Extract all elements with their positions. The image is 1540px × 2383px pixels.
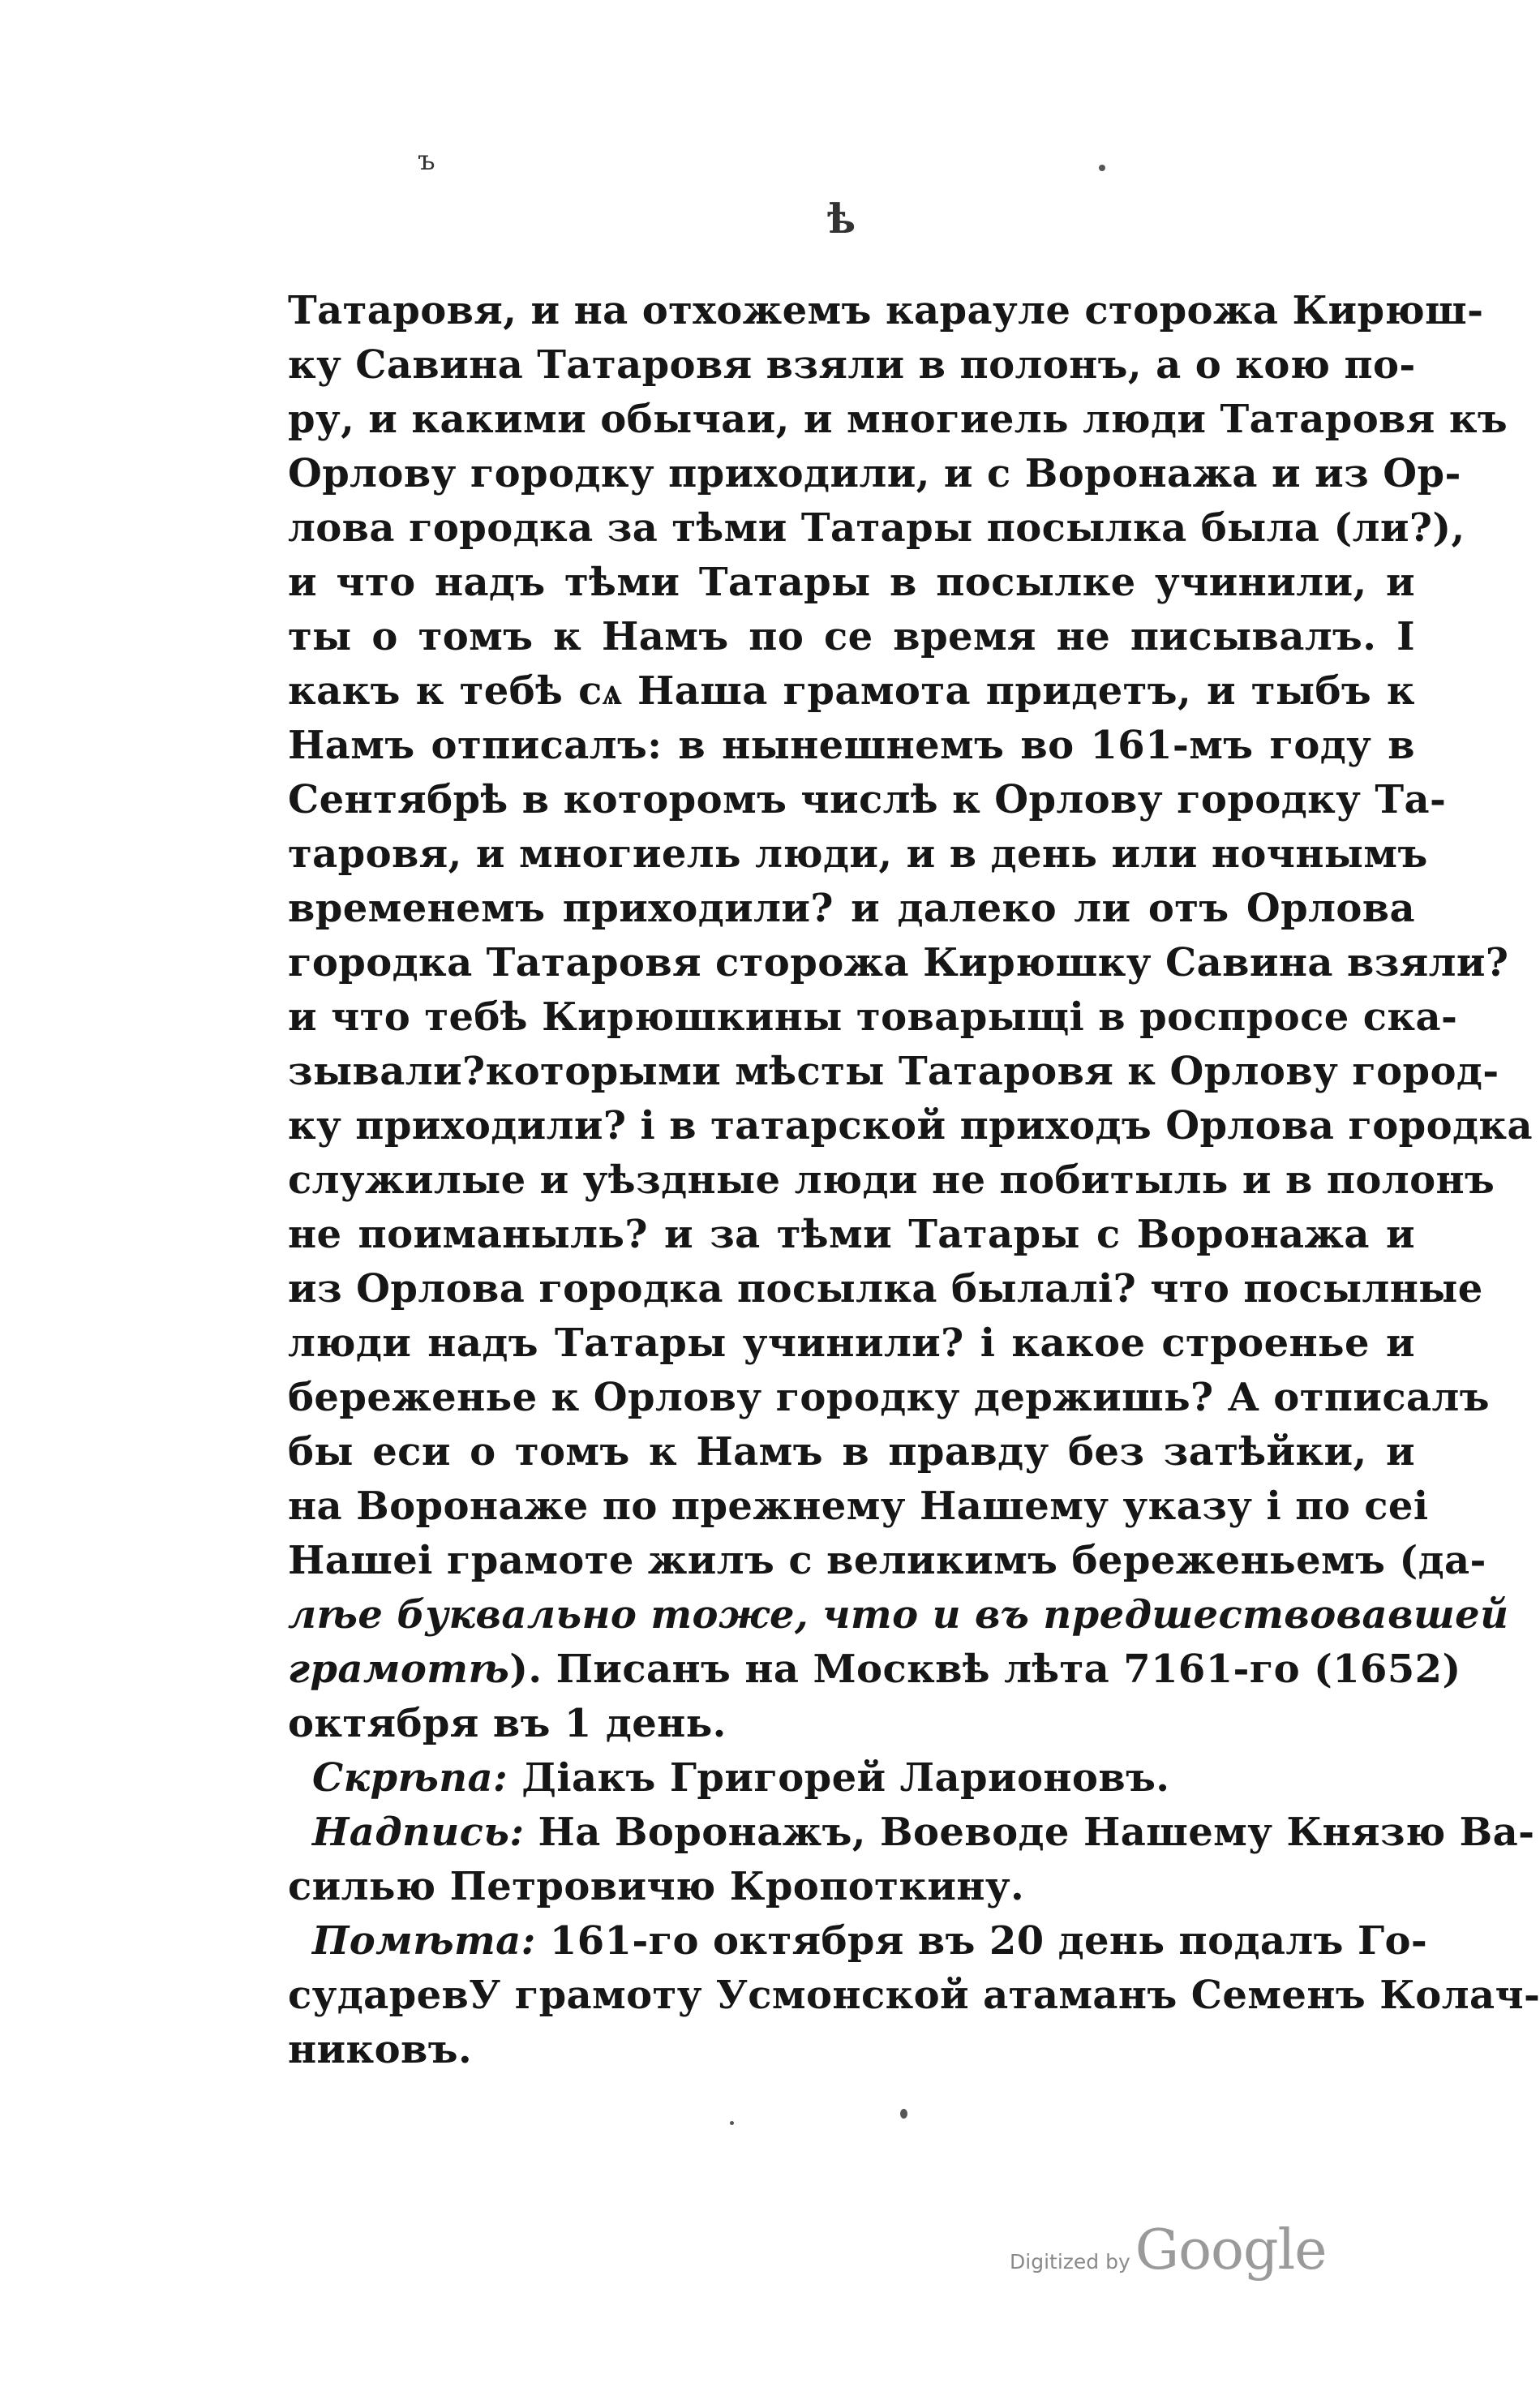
text-line: Орлову городку приходили, и с Воронажа и из Ор- [288,451,1461,496]
date-line: октября въ 1 день. [288,1701,727,1746]
text-line: и что надъ тѣми Татары в посылке учинили, и [288,560,1415,605]
text-line [288,1642,1461,1697]
google-logo: Google [1135,2218,1327,2282]
text-line [288,2023,1415,2077]
text-segment: ). Писанъ на Москвѣ лѣта 7161-го (1652) [509,1647,1461,1692]
text-line: ку приходили? і в татарской приходъ Орлова городка [288,1103,1533,1149]
text-line: не поиманыль? и за тѣми Татары с Воронажа и [288,1212,1415,1257]
body-text [288,284,1540,2077]
speck [730,2121,734,2125]
pometa-label: Помѣта: [312,1918,536,1964]
text-line: береженье к Орлову городку держишь? А отписалъ [288,1375,1490,1420]
text-line [288,1914,1428,1969]
nadpis-text: силью Петровичю Кропоткину. [288,1864,1025,1909]
text-line [288,1805,1535,1860]
italic-text: лѣе буквально тоже, что и въ предшествовавшей [288,1592,1509,1638]
text-line: Татаровя, и на отхожемъ карауле сторожа Кирюш- [288,288,1484,333]
text-line: лова городка за тѣми Татары посылка была (ли?), [288,505,1465,551]
skrepa-text: Діакъ Григорей Ларионовъ. [508,1755,1170,1801]
text-line: Сентябрѣ в которомъ числѣ к Орлову городку Та- [288,777,1447,822]
text-line [288,1697,1415,1751]
text-line: какъ к тебѣ сѧ Наша грамота придетъ, и тыбъ к [288,668,1415,714]
text-line: городка Татаровя сторожа Кирюшку Савина взяли? [288,940,1509,985]
text-line: бы еси о томъ к Намъ в правду без затѣйки, и [288,1429,1415,1475]
text-line: люди надъ Татары учинили? і какое строенье и [288,1320,1415,1366]
text-line: временемъ приходили? и далеко ли отъ Орлова [288,886,1415,931]
nadpis-label: Надпись: [312,1810,525,1855]
text-line [288,1588,1509,1642]
pometa-text: никовъ. [288,2027,473,2072]
text-line: таровя, и многиель люди, и в день или ночнымъ [288,831,1428,877]
italic-text: грамотѣ [288,1647,510,1692]
text-line: зывали?которыми мѣсты Татаровя к Орлову город- [288,1049,1499,1094]
text-line: Намъ отписалъ: в нынешнемъ во 161-мъ году в [288,723,1415,768]
text-line: Нашеі грамоте жилъ с великимъ береженьемъ (да- [288,1538,1486,1583]
digitized-by-label: Digitized by [1010,2250,1130,2274]
pometa-text: сударевУ грамоту Усмонской атаманъ Семенъ Колач- [288,1973,1540,2018]
speck [1099,165,1105,171]
digitized-by-google [1010,2218,1327,2282]
nadpis-text: На Воронажъ, Воеводе Нашему Князю Ва- [524,1810,1535,1855]
header-mark-center: ѣ [827,195,856,243]
text-line: из Орлова городка посылка былалі? что посылные [288,1266,1483,1312]
skrepa-label: Скрѣпа: [312,1755,508,1801]
pometa-text: 161-го октября въ 20 день подалъ Го- [535,1918,1428,1964]
text-line: служилые и уѣздные люди не побитыль и в полонъ [288,1157,1495,1203]
text-line: на Воронаже по прежнему Нашему указу і по сеі [288,1483,1429,1529]
text-line [288,1860,1415,1914]
text-line: ку Савина Татаровя взяли в полонъ, а о кою по- [288,342,1416,388]
text-line: ру, и какими обычаи, и многиель люди Татаровя къ [288,397,1508,442]
header-mark-left: ъ [418,144,435,177]
text-line [288,1751,1415,1805]
text-line: ты о томъ к Намъ по се время не писывалъ. І [288,614,1415,659]
text-line [288,1969,1540,2023]
text-line: и что тебѣ Кирюшкины товарыщі в роспросе ска- [288,994,1458,1040]
speck [900,2109,907,2119]
